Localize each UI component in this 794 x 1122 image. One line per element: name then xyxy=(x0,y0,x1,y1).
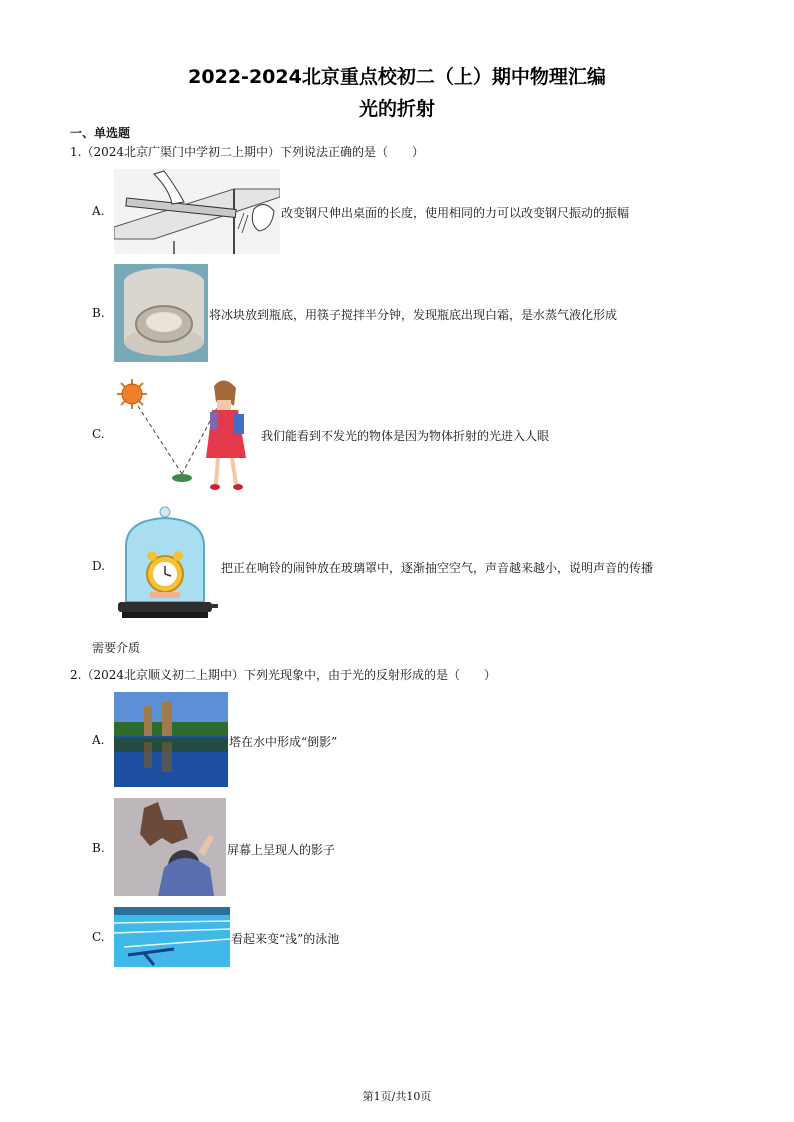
shadow-puppet-image xyxy=(114,798,226,896)
swimming-pool-image xyxy=(114,907,230,967)
sun-reflection-girl-image xyxy=(114,376,260,494)
q2-option-a-letter: A. xyxy=(92,733,105,747)
question-1-stem: 1.（2024北京广渠门中学初二上期中）下列说法正确的是（ ） xyxy=(70,145,424,159)
q2-option-a-text: 塔在水中形成“倒影” xyxy=(229,735,338,749)
q1-option-a-text: 改变钢尺伸出桌面的长度，使用相同的力可以改变钢尺振动的振幅 xyxy=(281,206,630,220)
question-2-stem: 2.（2024北京顺义初二上期中）下列光现象中，由于光的反射形成的是（ ） xyxy=(70,668,496,682)
q1-option-c-text: 我们能看到不发光的物体是因为物体折射的光进入人眼 xyxy=(261,429,550,443)
bell-jar-clock-image xyxy=(114,506,218,624)
document-title: 2022-2024北京重点校初二（上）期中物理汇编 xyxy=(188,66,606,88)
q1-option-c-letter: C. xyxy=(92,427,105,441)
q1-option-b-text: 将冰块放到瓶底，用筷子搅拌半分钟，发现瓶底出现白霜，是水蒸气液化形成 xyxy=(209,308,618,322)
page-footer: 第1页/共10页 xyxy=(362,1090,432,1103)
q2-option-c-letter: C. xyxy=(92,930,105,944)
tower-reflection-image xyxy=(114,692,228,787)
q1-option-d-continuation: 需要介质 xyxy=(92,641,141,655)
q1-option-a-letter: A. xyxy=(92,204,105,218)
bottle-frost-image xyxy=(114,264,208,362)
q2-option-c-text: 看起来变“浅”的泳池 xyxy=(231,932,340,946)
q1-option-d-text: 把正在响铃的闹钟放在玻璃罩中，逐渐抽空空气，声音越来越小，说明声音的传播 xyxy=(221,561,654,575)
q2-option-b-letter: B. xyxy=(92,841,105,855)
q2-option-b-text: 屏幕上呈现人的影子 xyxy=(227,843,336,857)
q1-option-b-letter: B. xyxy=(92,306,105,320)
section-heading: 一、单选题 xyxy=(70,126,131,140)
ruler-table-image xyxy=(114,169,280,254)
document-subtitle: 光的折射 xyxy=(358,98,435,120)
q1-option-d-letter: D. xyxy=(92,559,106,573)
